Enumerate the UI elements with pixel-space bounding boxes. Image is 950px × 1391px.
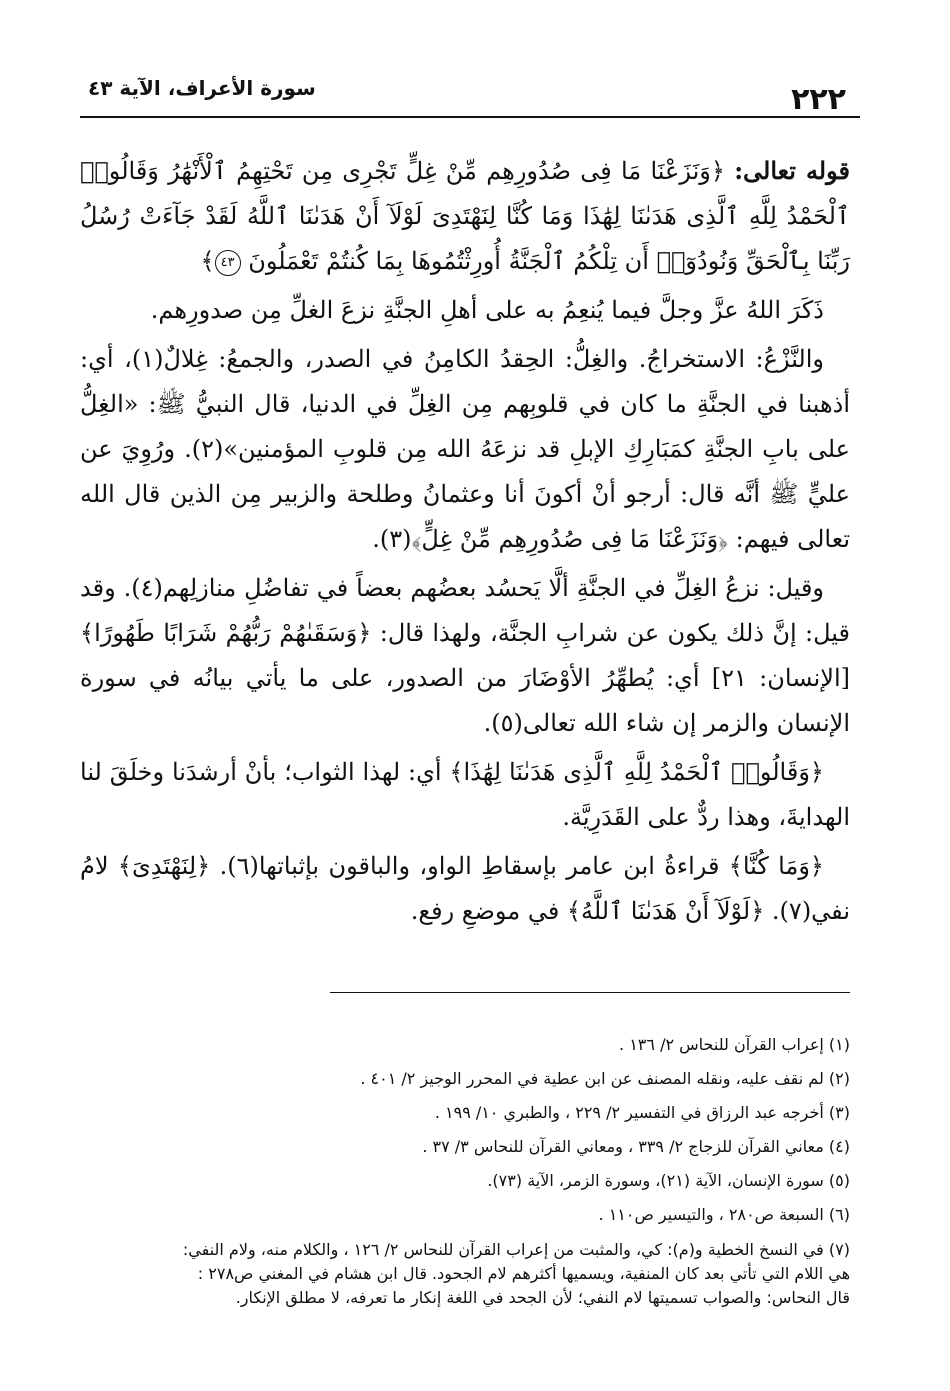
page-number: ٢٢٢ [791,82,846,117]
footnote-3: (٣) أخرجه عبد الرزاق في التفسير ٢/ ٢٢٩ ، والطبري ١٠/ ١٩٩ . [434,1103,850,1122]
verse-close-bracket: ﴾ [200,247,215,275]
footnote-6: (٦) السبعة ص٢٨٠ ، والتيسير ص١١٠ . [598,1205,850,1224]
sura-title: سورة الأعراف، الآية ٤٣ [88,76,316,100]
paragraph-5: ﴿وَقَالُوا۟ ٱلْحَمْدُ لِلَّهِ ٱلَّذِى هَدَىٰنَا لِهَٰذَا﴾ أي: لهذا الثواب؛ بأنْ أرشدَنا وخلَقَ لنا الهدايةَ، وهذا ردٌّ على القَدَرِيَّة. [80,758,850,831]
paragraph-2: ذَكَرَ اللهُ عزَّ وجلَّ فيما يُنعِمُ به على أهلِ الجنَّةِ نزعَ الغلِّ مِن صدورِهم. [150,296,824,324]
footnote-7 [95,1232,850,1310]
paragraph-6: ﴿وَمَا كُنَّا﴾ قراءةُ ابن عامر بإسقاطِ الواو، والباقون بإثباتها(٦). ﴿لِنَهْتَدِىَ﴾ لامُ نفي(٧). ﴿لَوْلَآ أَنْ هَدَىٰنَا ٱللَّهُ﴾ في موضعِ رفع. [80,852,850,925]
verse-intro: قوله تعالى: [734,156,850,185]
main-text [80,148,850,938]
paragraph-4: وقيل: نزعُ الغِلِّ في الجنَّةِ ألَّا يَحسُد بعضُهم بعضاً في تفاضُلِ منازلِهم(٤). وقد قيل: إنَّ ذلك يكون عن شرابِ الجنَّة، ولهذا قال: ﴿وَسَقَىٰهُمْ رَبُّهُمْ شَرَابًا طَهُورًا﴾ [الإنسان: ٢١] أي: يُطهِّرُ الأوْضَارَ من الصدور، على ما يأتي بيانُه في سورة الإنسان والزمر إن شاء الله تعالى(٥). [80,574,850,737]
verse-paragraph [80,148,850,284]
footnote-7-line-2: هي اللام التي تأتي بعد كان المنفية، ويسميها أكثرهم لام الجحود. قال ابن هشام في المغني ص٢٧٨ : [197,1264,850,1283]
footnote-divider [330,992,850,993]
footnotes [95,1028,850,1310]
page-header [80,72,860,117]
footnote-7-line-3: قال النحاس: والصواب تسميتها لام النفي؛ لأن الجحد في اللغة إنكار ما تعرفه، لا مطلق الإنكار. [235,1288,850,1307]
footnote-4: (٤) معاني القرآن للزجاج ٢/ ٣٣٩ ، ومعاني القرآن للنحاس ٣/ ٣٧ . [422,1137,850,1156]
header-divider [80,116,860,118]
footnote-1: (١) إعراب القرآن للنحاس ٢/ ١٣٦ . [619,1035,850,1054]
footnote-7-line-1: (٧) في النسخ الخطية و(م): كي، والمثبت من إعراب القرآن للنحاس ٢/ ١٢٦ ، والكلام منه، ولام النفي: [182,1240,850,1259]
paragraph-3: والنَّزْعُ: الاستخراجُ. والغِلُّ: الحِقدُ الكامِنُ في الصدر، والجمعُ: غِلالٌ(١)، أي: أذهبنا في الجنَّةِ ما كان في قلوبِهم مِن الغِلِّ في الدنيا، قال النبيُّ ﷺ: «الغِلُّ على بابِ الجنَّةِ كمَبَارِكِ الإبلِ قد نزعَهُ الله مِن قلوبِ المؤمنين»(٢). ورُوِيَ عن عليٍّ ﷺ أنَّه قال: أرجو أنْ أكونَ أنا وعثمانُ وطلحة والزبير مِن الذين قال الله تعالى فيهم: ﴿وَنَزَعْنَا مَا فِى صُدُورِهِم مِّنْ غِلٍّ﴾(٣). [80,345,850,553]
footnote-5: (٥) سورة الإنسان، الآية (٢١)، وسورة الزمر، الآية (٧٣). [487,1171,850,1190]
verse-number-marker: ٤٣ [215,250,241,276]
quran-verse: ﴿وَنَزَعْنَا مَا فِى صُدُورِهِم مِّنْ غِلٍّ تَجْرِى مِن تَحْتِهِمُ ٱلْأَنْهَٰرُ وَقَالُوا۟ ٱلْحَمْدُ لِلَّهِ ٱلَّذِى هَدَىٰنَا لِهَٰذَا وَمَا كُنَّا لِنَهْتَدِىَ لَوْلَآ أَنْ هَدَىٰنَا ٱللَّهُ لَقَدْ جَآءَتْ رُسُلُ رَبِّنَا بِٱلْحَقِّ وَنُودُوٓا۟ أَن تِلْكُمُ ٱلْجَنَّةُ أُورِثْتُمُوهَا بِمَا كُنتُمْ تَعْمَلُونَ [80,157,850,275]
footnote-2: (٢) لم نقف عليه، ونقله المصنف عن ابن عطية في المحرر الوجيز ٢/ ٤٠١ . [360,1069,850,1088]
